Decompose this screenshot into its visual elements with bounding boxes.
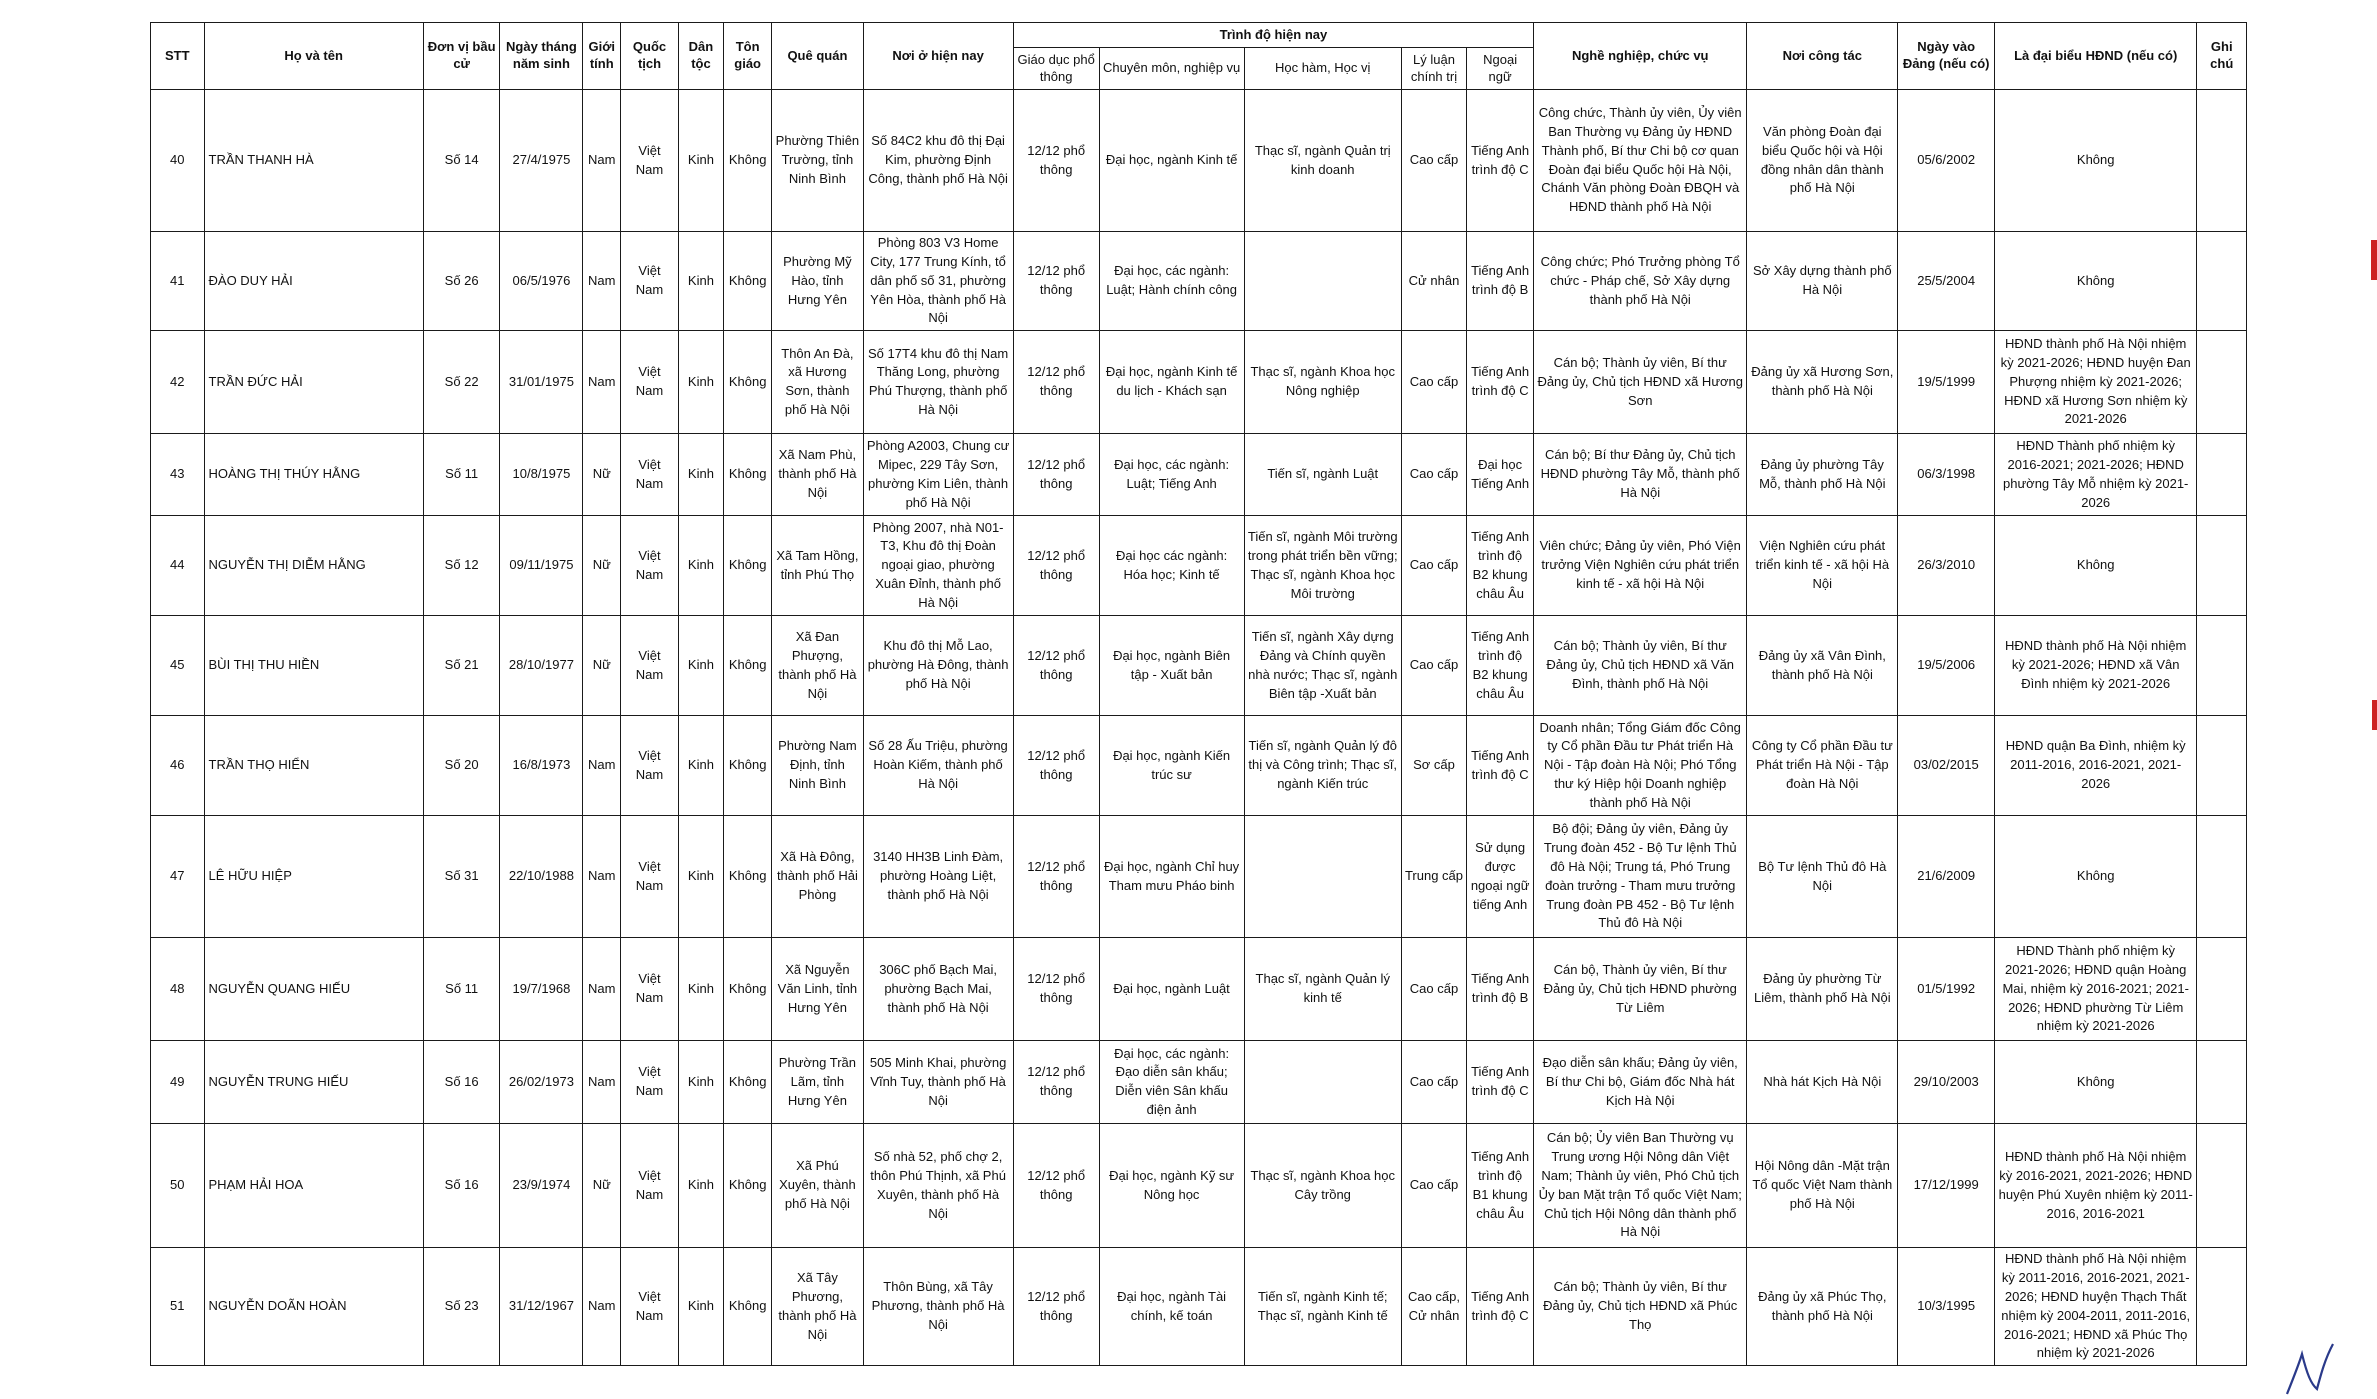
cell-academic-degree: Tiến sĩ, ngành Môi trường trong phát triển bền vững; Thạc sĩ, ngành Khoa học Môi trường [1244,516,1401,616]
cell-specialty: Đại học các ngành: Hóa học; Kinh tế [1099,516,1244,616]
cell-workplace: Đảng ủy phường Tây Mỗ, thành phố Hà Nội [1747,434,1898,516]
cell-specialty: Đại học, các ngành: Luật; Hành chính công [1099,232,1244,331]
cell-party-date: 25/5/2004 [1898,232,1995,331]
cell-delegate: HĐND thành phố Hà Nội nhiệm kỳ 2021-2026; HĐND xã Vân Đình nhiệm kỳ 2021-2026 [1994,616,2197,716]
header-workplace: Nơi công tác [1747,23,1898,90]
cell-religion: Không [724,616,772,716]
cell-hometown: Phường Mỹ Hào, tỉnh Hưng Yên [772,232,863,331]
cell-specialty: Đại học, ngành Kỹ sư Nông học [1099,1124,1244,1248]
cell-foreign-language: Tiếng Anh trình độ B2 khung châu Âu [1467,516,1534,616]
cell-unit: Số 26 [423,232,500,331]
cell-ethnicity: Kinh [678,1124,723,1248]
header-residence: Nơi ở hiện nay [863,23,1013,90]
cell-delegate: Không [1994,90,2197,232]
table-row [151,434,2247,516]
cell-occupation: Bộ đội; Đảng ủy viên, Đảng ủy Trung đoàn 452 - Bộ Tư lệnh Thủ đô Hà Nội; Trung tá, Phó Trung đoàn trưởng - Tham mưu trưởng Trung đoàn PB 452 - Bộ Tư lệnh Thủ đô Hà Nội [1534,816,1747,938]
cell-name: TRẦN THANH HÀ [204,90,423,232]
cell-party-date: 06/3/1998 [1898,434,1995,516]
cell-specialty: Đại học, ngành Kinh tế du lịch - Khách sạn [1099,331,1244,434]
cell-hometown: Phường Thiên Trường, tỉnh Ninh Bình [772,90,863,232]
cell-ethnicity: Kinh [678,616,723,716]
cell-hometown: Xã Tây Phương, thành phố Hà Nội [772,1248,863,1366]
cell-residence: Thôn Bùng, xã Tây Phương, thành phố Hà Nội [863,1248,1013,1366]
cell-nationality: Việt Nam [621,1248,679,1366]
cell-name: PHẠM HẢI HOA [204,1124,423,1248]
cell-name: NGUYỄN QUANG HIẾU [204,938,423,1041]
cell-party-date: 05/6/2002 [1898,90,1995,232]
cell-note [2197,232,2247,331]
header-hometown: Quê quán [772,23,863,90]
table-row [151,716,2247,816]
cell-stt: 42 [151,331,205,434]
cell-nationality: Việt Nam [621,616,679,716]
cell-dob: 27/4/1975 [500,90,583,232]
cell-political-theory: Cao cấp [1401,616,1466,716]
cell-academic-degree: Thạc sĩ, ngành Khoa học Nông nghiệp [1244,331,1401,434]
cell-stt: 47 [151,816,205,938]
cell-dob: 23/9/1974 [500,1124,583,1248]
cell-political-theory: Cao cấp [1401,434,1466,516]
cell-hometown: Xã Hà Đông, thành phố Hải Phòng [772,816,863,938]
table-row [151,516,2247,616]
cell-workplace: Công ty Cổ phần Đầu tư Phát triển Hà Nội - Tập đoàn Hà Nội [1747,716,1898,816]
cell-ethnicity: Kinh [678,1041,723,1124]
cell-ethnicity: Kinh [678,816,723,938]
cell-workplace: Viện Nghiên cứu phát triển kinh tế - xã hội Hà Nội [1747,516,1898,616]
cell-dob: 31/01/1975 [500,331,583,434]
cell-religion: Không [724,232,772,331]
cell-gender: Nữ [583,616,621,716]
cell-dob: 31/12/1967 [500,1248,583,1366]
cell-party-date: 17/12/1999 [1898,1124,1995,1248]
table-row [151,90,2247,232]
cell-unit: Số 12 [423,516,500,616]
header-political-theory: Lý luận chính trị [1401,48,1466,90]
cell-dob: 16/8/1973 [500,716,583,816]
cell-unit: Số 23 [423,1248,500,1366]
table-row [151,232,2247,331]
cell-political-theory: Cao cấp [1401,1041,1466,1124]
cell-hometown: Xã Phú Xuyên, thành phố Hà Nội [772,1124,863,1248]
cell-occupation: Cán bộ; Bí thư Đảng ủy, Chủ tịch HĐND phường Tây Mỗ, thành phố Hà Nội [1534,434,1747,516]
cell-foreign-language: Tiếng Anh trình độ B [1467,938,1534,1041]
header-academic-degree: Học hàm, Học vị [1244,48,1401,90]
cell-nationality: Việt Nam [621,1041,679,1124]
cell-hometown: Xã Tam Hồng, tỉnh Phú Thọ [772,516,863,616]
cell-academic-degree: Tiến sĩ, ngành Kinh tế; Thạc sĩ, ngành Kinh tế [1244,1248,1401,1366]
cell-religion: Không [724,816,772,938]
cell-specialty: Đại học, ngành Luật [1099,938,1244,1041]
cell-occupation: Đạo diễn sân khấu; Đảng ủy viên, Bí thư Chi bộ, Giám đốc Nhà hát Kịch Hà Nội [1534,1041,1747,1124]
cell-note [2197,90,2247,232]
cell-stt: 40 [151,90,205,232]
cell-ethnicity: Kinh [678,331,723,434]
cell-delegate: HĐND Thành phố nhiệm kỳ 2021-2026; HĐND quận Hoàng Mai, nhiệm kỳ 2016-2021; 2021-2026; HĐND phường Từ Liêm nhiệm kỳ 2021-2026 [1994,938,2197,1041]
cell-party-date: 19/5/1999 [1898,331,1995,434]
cell-ethnicity: Kinh [678,1248,723,1366]
cell-ethnicity: Kinh [678,434,723,516]
cell-foreign-language: Tiếng Anh trình độ B2 khung châu Âu [1467,616,1534,716]
signature-initial [2277,1339,2337,1399]
cell-dob: 22/10/1988 [500,816,583,938]
cell-unit: Số 11 [423,434,500,516]
cell-stt: 44 [151,516,205,616]
cell-general-education: 12/12 phổ thông [1013,1041,1099,1124]
cell-foreign-language: Tiếng Anh trình độ C [1467,1248,1534,1366]
cell-foreign-language: Tiếng Anh trình độ C [1467,331,1534,434]
cell-religion: Không [724,938,772,1041]
cell-political-theory: Cử nhân [1401,232,1466,331]
cell-name: TRẦN THỌ HIỂN [204,716,423,816]
cell-academic-degree [1244,816,1401,938]
cell-stt: 49 [151,1041,205,1124]
cell-name: NGUYỄN TRUNG HIẾU [204,1041,423,1124]
cell-religion: Không [724,331,772,434]
cell-academic-degree: Thạc sĩ, ngành Quản lý kinh tế [1244,938,1401,1041]
cell-note [2197,331,2247,434]
cell-nationality: Việt Nam [621,716,679,816]
cell-party-date: 29/10/2003 [1898,1041,1995,1124]
cell-occupation: Viên chức; Đảng ủy viên, Phó Viện trưởng Viện Nghiên cứu phát triển kinh tế - xã hội Hà Nội [1534,516,1747,616]
cell-occupation: Cán bộ; Thành ủy viên, Bí thư Đảng ủy, Chủ tịch HĐND xã Văn Đình, thành phố Hà Nội [1534,616,1747,716]
cell-general-education: 12/12 phổ thông [1013,1248,1099,1366]
header-specialty: Chuyên môn, nghiệp vụ [1099,48,1244,90]
cell-religion: Không [724,516,772,616]
cell-specialty: Đại học, ngành Kiến trúc sư [1099,716,1244,816]
cell-dob: 26/02/1973 [500,1041,583,1124]
cell-party-date: 03/02/2015 [1898,716,1995,816]
cell-dob: 06/5/1976 [500,232,583,331]
cell-gender: Nam [583,938,621,1041]
cell-note [2197,1041,2247,1124]
cell-general-education: 12/12 phổ thông [1013,90,1099,232]
cell-nationality: Việt Nam [621,938,679,1041]
cell-stt: 50 [151,1124,205,1248]
cell-general-education: 12/12 phổ thông [1013,816,1099,938]
cell-note [2197,1124,2247,1248]
cell-residence: Số 17T4 khu đô thị Nam Thăng Long, phường Phú Thượng, thành phố Hà Nội [863,331,1013,434]
cell-ethnicity: Kinh [678,232,723,331]
cell-stt: 43 [151,434,205,516]
header-name: Họ và tên [204,23,423,90]
cell-academic-degree: Tiến sĩ, ngành Quản lý đô thị và Công trình; Thạc sĩ, ngành Kiến trúc [1244,716,1401,816]
cell-hometown: Phường Trần Lãm, tỉnh Hưng Yên [772,1041,863,1124]
header-unit: Đơn vị bầu cử [423,23,500,90]
cell-academic-degree [1244,232,1401,331]
cell-note [2197,616,2247,716]
cell-political-theory: Cao cấp [1401,331,1466,434]
cell-gender: Nam [583,232,621,331]
cell-religion: Không [724,1248,772,1366]
header-ethnicity: Dân tộc [678,23,723,90]
cell-political-theory: Cao cấp [1401,1124,1466,1248]
cell-name: HOÀNG THỊ THÚY HẰNG [204,434,423,516]
cell-nationality: Việt Nam [621,516,679,616]
cell-residence: Phòng 803 V3 Home City, 177 Trung Kính, tổ dân phố số 31, phường Yên Hòa, thành phố Hà Nội [863,232,1013,331]
cell-note [2197,816,2247,938]
cell-stt: 48 [151,938,205,1041]
cell-occupation: Cán bộ, Thành ủy viên, Bí thư Đảng ủy, Chủ tịch HĐND phường Từ Liêm [1534,938,1747,1041]
cell-academic-degree [1244,1041,1401,1124]
cell-occupation: Công chức, Thành ủy viên, Ủy viên Ban Thường vụ Đảng ủy HĐND Thành phố, Bí thư Chi bộ cơ quan Đoàn đại biểu Quốc hội Hà Nội, Chánh Văn phòng Đoàn ĐBQH và HĐND thành phố Hà Nội [1534,90,1747,232]
cell-residence: Phòng 2007, nhà N01-T3, Khu đô thị Đoàn ngoại giao, phường Xuân Đỉnh, thành phố Hà Nội [863,516,1013,616]
cell-residence: Số nhà 52, phố chợ 2, thôn Phú Thịnh, xã Phú Xuyên, thành phố Hà Nội [863,1124,1013,1248]
cell-general-education: 12/12 phổ thông [1013,232,1099,331]
header-general-education: Giáo dục phổ thông [1013,48,1099,90]
cell-note [2197,434,2247,516]
cell-nationality: Việt Nam [621,434,679,516]
header-note: Ghi chú [2197,23,2247,90]
cell-party-date: 10/3/1995 [1898,1248,1995,1366]
cell-residence: Khu đô thị Mỗ Lao, phường Hà Đông, thành phố Hà Nội [863,616,1013,716]
cell-delegate: HĐND Thành phố nhiệm kỳ 2016-2021; 2021-2026; HĐND phường Tây Mỗ nhiệm kỳ 2021-2026 [1994,434,2197,516]
header-religion: Tôn giáo [724,23,772,90]
cell-gender: Nữ [583,1124,621,1248]
cell-hometown: Xã Nguyễn Văn Linh, tỉnh Hưng Yên [772,938,863,1041]
cell-ethnicity: Kinh [678,938,723,1041]
header-qualifications: Trình độ hiện nay [1013,23,1534,48]
cell-specialty: Đại học, ngành Kinh tế [1099,90,1244,232]
cell-gender: Nam [583,1041,621,1124]
cell-foreign-language: Tiếng Anh trình độ C [1467,1041,1534,1124]
table-row [151,938,2247,1041]
cell-ethnicity: Kinh [678,716,723,816]
table-row [151,616,2247,716]
cell-ethnicity: Kinh [678,90,723,232]
cell-occupation: Doanh nhân; Tổng Giám đốc Công ty Cổ phần Đầu tư Phát triển Hà Nội - Tập đoàn Hà Nội; Phó Tổng thư ký Hiệp hội Doanh nghiệp thành phố Hà Nội [1534,716,1747,816]
cell-occupation: Cán bộ; Ủy viên Ban Thường vụ Trung ương Hội Nông dân Việt Nam; Thành ủy viên, Phó Chủ tịch Ủy ban Mặt trận Tổ quốc Việt Nam; Chủ tịch Hội Nông dân thành phố Hà Nội [1534,1124,1747,1248]
table-row [151,1041,2247,1124]
header-foreign-language: Ngoại ngữ [1467,48,1534,90]
cell-political-theory: Cao cấp [1401,516,1466,616]
page-edge-mark [2371,240,2377,280]
cell-foreign-language: Sử dụng được ngoại ngữ tiếng Anh [1467,816,1534,938]
cell-unit: Số 11 [423,938,500,1041]
cell-general-education: 12/12 phổ thông [1013,331,1099,434]
cell-unit: Số 31 [423,816,500,938]
cell-foreign-language: Tiếng Anh trình độ C [1467,90,1534,232]
cell-residence: Phòng A2003, Chung cư Mipec, 229 Tây Sơn, phường Kim Liên, thành phố Hà Nội [863,434,1013,516]
cell-workplace: Văn phòng Đoàn đại biểu Quốc hội và Hội đồng nhân dân thành phố Hà Nội [1747,90,1898,232]
cell-residence: Số 28 Ấu Triệu, phường Hoàn Kiếm, thành phố Hà Nội [863,716,1013,816]
cell-name: NGUYỄN DOÃN HOÀN [204,1248,423,1366]
cell-name: TRẦN ĐỨC HẢI [204,331,423,434]
cell-general-education: 12/12 phổ thông [1013,616,1099,716]
cell-nationality: Việt Nam [621,232,679,331]
cell-academic-degree: Thạc sĩ, ngành Quản trị kinh doanh [1244,90,1401,232]
cell-gender: Nam [583,1248,621,1366]
cell-delegate: Không [1994,816,2197,938]
header-gender: Giới tính [583,23,621,90]
cell-workplace: Đảng ủy xã Hương Sơn, thành phố Hà Nội [1747,331,1898,434]
cell-hometown: Xã Đan Phượng, thành phố Hà Nội [772,616,863,716]
table-row [151,1124,2247,1248]
header-stt: STT [151,23,205,90]
cell-delegate: Không [1994,1041,2197,1124]
cell-note [2197,516,2247,616]
cell-gender: Nữ [583,516,621,616]
cell-unit: Số 16 [423,1041,500,1124]
header-delegate: Là đại biểu HĐND (nếu có) [1994,23,2197,90]
cell-foreign-language: Đại học Tiếng Anh [1467,434,1534,516]
cell-dob: 10/8/1975 [500,434,583,516]
cell-residence: 306C phố Bạch Mai, phường Bạch Mai, thành phố Hà Nội [863,938,1013,1041]
cell-delegate: Không [1994,516,2197,616]
cell-note [2197,938,2247,1041]
cell-religion: Không [724,716,772,816]
cell-delegate: HĐND thành phố Hà Nội nhiệm kỳ 2011-2016, 2016-2021, 2021-2026; HĐND huyện Thạch Thất nhiệm kỳ 2004-2011, 2011-2016, 2016-2021; HĐND xã Phúc Thọ nhiệm kỳ 2021-2026 [1994,1248,2197,1366]
cell-workplace: Hội Nông dân -Mặt trận Tổ quốc Việt Nam thành phố Hà Nội [1747,1124,1898,1248]
cell-workplace: Đảng ủy xã Phúc Thọ, thành phố Hà Nội [1747,1248,1898,1366]
cell-workplace: Bộ Tư lệnh Thủ đô Hà Nội [1747,816,1898,938]
cell-dob: 28/10/1977 [500,616,583,716]
cell-unit: Số 14 [423,90,500,232]
cell-occupation: Công chức; Phó Trưởng phòng Tổ chức - Pháp chế, Sở Xây dựng thành phố Hà Nội [1534,232,1747,331]
cell-gender: Nam [583,331,621,434]
cell-stt: 41 [151,232,205,331]
cell-academic-degree: Thạc sĩ, ngành Khoa học Cây trồng [1244,1124,1401,1248]
cell-nationality: Việt Nam [621,1124,679,1248]
cell-religion: Không [724,434,772,516]
cell-party-date: 26/3/2010 [1898,516,1995,616]
candidate-table-sheet [150,22,2247,1366]
cell-gender: Nữ [583,434,621,516]
cell-note [2197,716,2247,816]
cell-general-education: 12/12 phổ thông [1013,516,1099,616]
cell-specialty: Đại học, ngành Biên tập - Xuất bản [1099,616,1244,716]
cell-dob: 09/11/1975 [500,516,583,616]
cell-foreign-language: Tiếng Anh trình độ C [1467,716,1534,816]
table-row [151,816,2247,938]
cell-residence: 505 Minh Khai, phường Vĩnh Tuy, thành phố Hà Nội [863,1041,1013,1124]
page-edge-mark [2372,700,2377,730]
cell-occupation: Cán bộ; Thành ủy viên, Bí thư Đảng ủy, Chủ tịch HĐND xã Hương Sơn [1534,331,1747,434]
candidate-table [150,22,2247,1366]
cell-workplace: Nhà hát Kịch Hà Nội [1747,1041,1898,1124]
header-dob: Ngày tháng năm sinh [500,23,583,90]
cell-academic-degree: Tiến sĩ, ngành Luật [1244,434,1401,516]
cell-party-date: 19/5/2006 [1898,616,1995,716]
cell-gender: Nam [583,816,621,938]
cell-nationality: Việt Nam [621,90,679,232]
cell-name: NGUYỄN THỊ DIỄM HẰNG [204,516,423,616]
cell-residence: Số 84C2 khu đô thị Đại Kim, phường Định Công, thành phố Hà Nội [863,90,1013,232]
cell-foreign-language: Tiếng Anh trình độ B1 khung châu Âu [1467,1124,1534,1248]
cell-dob: 19/7/1968 [500,938,583,1041]
cell-nationality: Việt Nam [621,331,679,434]
cell-nationality: Việt Nam [621,816,679,938]
cell-political-theory: Sơ cấp [1401,716,1466,816]
cell-name: ĐÀO DUY HẢI [204,232,423,331]
table-row [151,1248,2247,1366]
cell-stt: 45 [151,616,205,716]
cell-hometown: Phường Nam Định, tỉnh Ninh Bình [772,716,863,816]
cell-delegate: HĐND thành phố Hà Nội nhiệm kỳ 2016-2021, 2021-2026; HĐND huyện Phú Xuyên nhiệm kỳ 2011-2016, 2016-2021 [1994,1124,2197,1248]
cell-academic-degree: Tiến sĩ, ngành Xây dựng Đảng và Chính quyền nhà nước; Thạc sĩ, ngành Biên tập -Xuất bản [1244,616,1401,716]
cell-delegate: Không [1994,232,2197,331]
cell-political-theory: Trung cấp [1401,816,1466,938]
cell-note [2197,1248,2247,1366]
table-row [151,331,2247,434]
cell-unit: Số 16 [423,1124,500,1248]
cell-general-education: 12/12 phổ thông [1013,1124,1099,1248]
cell-hometown: Xã Nam Phù, thành phố Hà Nội [772,434,863,516]
cell-foreign-language: Tiếng Anh trình độ B [1467,232,1534,331]
cell-specialty: Đại học, ngành Tài chính, kế toán [1099,1248,1244,1366]
cell-unit: Số 21 [423,616,500,716]
cell-religion: Không [724,90,772,232]
cell-religion: Không [724,1124,772,1248]
cell-workplace: Sở Xây dựng thành phố Hà Nội [1747,232,1898,331]
cell-delegate: HĐND thành phố Hà Nội nhiệm kỳ 2021-2026; HĐND huyện Đan Phượng nhiệm kỳ 2021-2026; HĐND xã Hương Sơn nhiệm kỳ 2021-2026 [1994,331,2197,434]
cell-specialty: Đại học, các ngành: Đạo diễn sân khấu; Diễn viên Sân khấu điện ảnh [1099,1041,1244,1124]
cell-general-education: 12/12 phổ thông [1013,938,1099,1041]
header-occupation: Nghề nghiệp, chức vụ [1534,23,1747,90]
cell-gender: Nam [583,90,621,232]
cell-stt: 51 [151,1248,205,1366]
cell-name: BÙI THỊ THU HIỀN [204,616,423,716]
header-nationality: Quốc tịch [621,23,679,90]
cell-party-date: 21/6/2009 [1898,816,1995,938]
cell-delegate: HĐND quận Ba Đình, nhiệm kỳ 2011-2016, 2016-2021, 2021-2026 [1994,716,2197,816]
cell-hometown: Thôn An Đà, xã Hương Sơn, thành phố Hà Nội [772,331,863,434]
cell-specialty: Đại học, các ngành: Luật; Tiếng Anh [1099,434,1244,516]
cell-gender: Nam [583,716,621,816]
cell-general-education: 12/12 phổ thông [1013,716,1099,816]
cell-ethnicity: Kinh [678,516,723,616]
cell-unit: Số 22 [423,331,500,434]
cell-workplace: Đảng ủy phường Từ Liêm, thành phố Hà Nội [1747,938,1898,1041]
cell-political-theory: Cao cấp, Cử nhân [1401,1248,1466,1366]
cell-political-theory: Cao cấp [1401,938,1466,1041]
cell-name: LÊ HỮU HIỆP [204,816,423,938]
header-party-date: Ngày vào Đảng (nếu có) [1898,23,1995,90]
cell-residence: 3140 HH3B Linh Đàm, phường Hoàng Liệt, thành phố Hà Nội [863,816,1013,938]
cell-religion: Không [724,1041,772,1124]
cell-specialty: Đại học, ngành Chỉ huy Tham mưu Pháo binh [1099,816,1244,938]
cell-workplace: Đảng ủy xã Vân Đình, thành phố Hà Nội [1747,616,1898,716]
cell-political-theory: Cao cấp [1401,90,1466,232]
cell-unit: Số 20 [423,716,500,816]
cell-general-education: 12/12 phổ thông [1013,434,1099,516]
cell-party-date: 01/5/1992 [1898,938,1995,1041]
cell-occupation: Cán bộ; Thành ủy viên, Bí thư Đảng ủy, Chủ tịch HĐND xã Phúc Thọ [1534,1248,1747,1366]
cell-stt: 46 [151,716,205,816]
